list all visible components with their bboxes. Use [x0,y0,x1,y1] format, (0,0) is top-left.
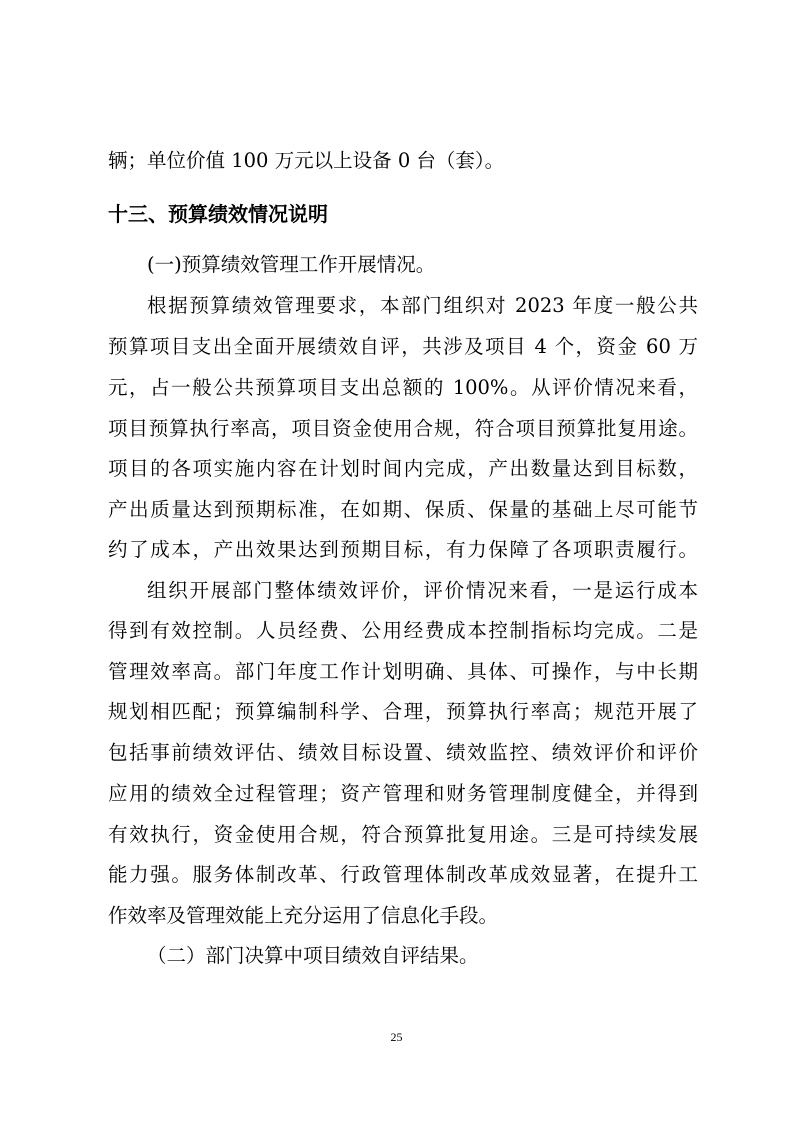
paragraph-line: 管理效率高。部门年度工作计划明确、具体、可操作，与中长期 [108,660,698,683]
paragraph-line: 应用的绩效全过程管理；资产管理和财务管理制度健全，并得到 [108,782,698,805]
paragraph-line: 项目预算执行率高，项目资金使用合规，符合项目预算批复用途。 [108,417,698,440]
paragraph-line: 根据预算绩效管理要求，本部门组织对 2023 年度一般公共 [147,294,698,317]
paragraph-line: 项目的各项实施内容在计划时间内完成，产出数量达到目标数， [108,457,698,480]
subsection-heading-2: （二）部门决算中项目绩效自评结果。 [147,944,479,967]
paragraph-line: 有效执行，资金使用合规，符合预算批复用途。三是可持续发展 [108,823,698,846]
carryover-line: 辆；单位价值 100 万元以上设备 0 台（套）。 [108,149,505,172]
paragraph-line: 元，占一般公共预算项目支出总额的 100%。从评价情况来看， [108,376,698,399]
paragraph-line: 组织开展部门整体绩效评价，评价情况来看，一是运行成本 [147,579,698,602]
paragraph-line: 包括事前绩效评估、绩效目标设置、绩效监控、绩效评价和评价 [108,741,698,764]
paragraph-line: 产出质量达到预期标准，在如期、保质、保量的基础上尽可能节 [108,498,698,521]
paragraph-line: 得到有效控制。人员经费、公用经费成本控制指标均完成。二是 [108,619,698,642]
section-heading: 十三、预算绩效情况说明 [108,202,328,226]
paragraph-line: 能力强。服务体制改革、行政管理体制改革成效显著，在提升工 [108,863,698,886]
paragraph-line: 预算项目支出全面开展绩效自评，共涉及项目 4 个，资金 60 万 [108,335,698,358]
paragraph-line: 约了成本，产出效果达到预期目标，有力保障了各项职责履行。 [108,538,698,561]
paragraph-line: 规划相匹配；预算编制科学、合理，预算执行率高；规范开展了 [108,700,698,723]
subsection-heading-1: (一)预算绩效管理工作开展情况。 [147,253,436,276]
paragraph-line: 作效率及管理效能上充分运用了信息化手段。 [108,904,499,927]
page-number: 25 [390,1030,403,1044]
